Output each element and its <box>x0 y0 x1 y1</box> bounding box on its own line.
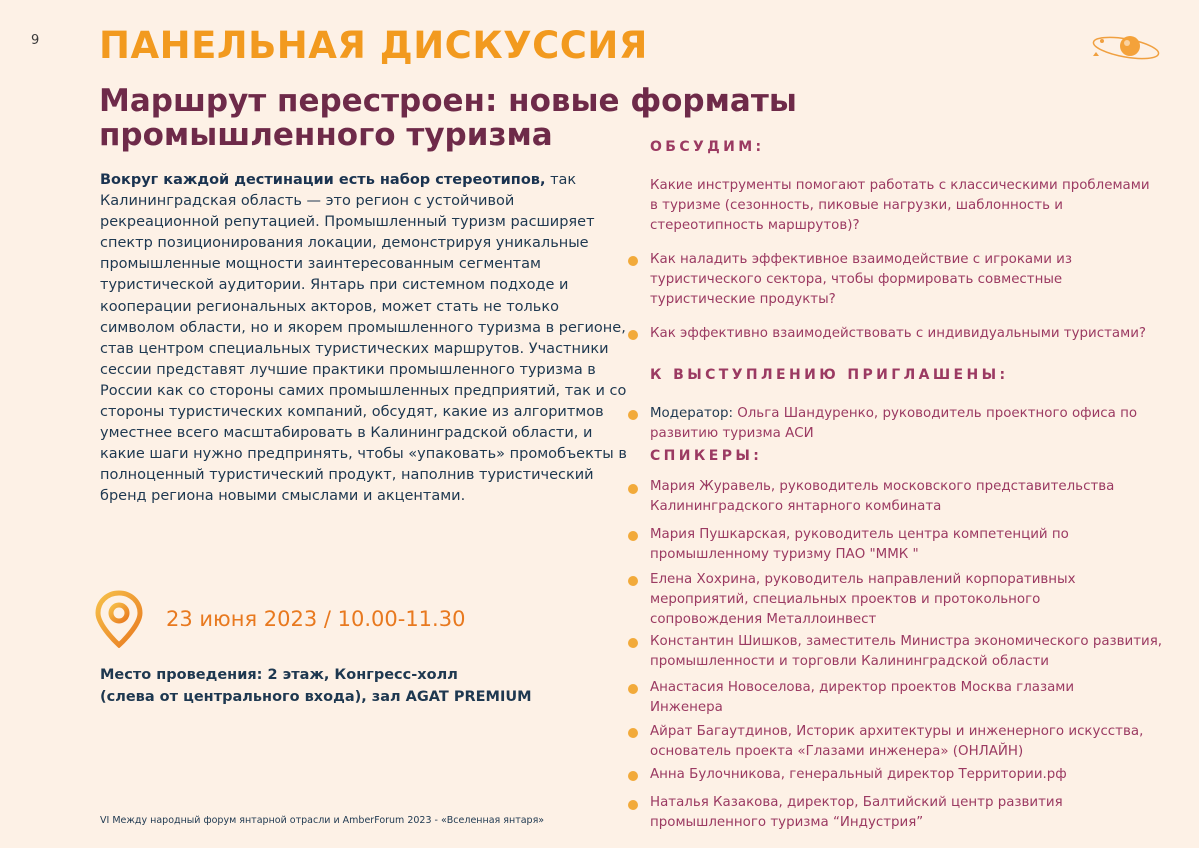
venue-info <box>100 664 620 708</box>
venue-line-1: Место проведения: 2 этаж, Конгресс-холл <box>100 667 458 683</box>
discuss-item: Как эффективно взаимодействовать с индивидуальными туристами? <box>650 326 1147 341</box>
bullet-icon <box>628 728 638 738</box>
bullet-icon <box>628 800 638 810</box>
speaker-item: Наталья Казакова, директор, Балтийский центр развития промышленного туризма “Индустрия” <box>650 795 1063 830</box>
bullet-icon <box>628 684 638 694</box>
moderator-name: Ольга Шандуренко, руководитель проектного офиса по развитию туризма АСИ <box>650 406 1138 441</box>
invited-heading: К ВЫСТУПЛЕНИЮ ПРИГЛАШЕНЫ: <box>650 367 1009 383</box>
bullet-icon <box>628 256 638 266</box>
session-title: Маршрут перестроен: новые форматы промышленного туризма <box>99 83 797 153</box>
bullet-icon <box>628 484 638 494</box>
speaker-item: Константин Шишков, заместитель Министра экономического развития, промышленности и торговли Калининградской области <box>650 634 1163 669</box>
bullet-icon <box>628 330 638 340</box>
discuss-item: Как наладить эффективное взаимодействие с игроками из туристического сектора, чтобы формировать совместные туристические продукты? <box>650 252 1072 307</box>
intro-bold-lead: Вокруг каждой дестинации есть набор стереотипов, <box>100 172 546 188</box>
intro-text: так Калининградская область — это регион с устойчивой рекреационной репутацией. Промышленный туризм расширяет спектр позиционирования локации, демонстрируя уникальные промышленные мощности заинтересованным сегментам туристической аудитории. Янтарь при системном подходе и кооперации региональных акторов, может стать не только символом области, но и якорем промышленного туризма в регионе, став центром специальных туристических маршрутов. Участники сессии представят лучшие практики промышленного туризма в России как со стороны самих промышленных предприятий, так и со стороны туристических компаний, обсудят, какие из алгоритмов уместнее всего масштабировать в Калининградской области, и какие шаги нужно предпринять, чтобы «упаковать» промобъекты в полноценный туристический продукт, наполнив туристический бренд региона новыми смыслами и акцентами. <box>100 172 627 505</box>
bullet-icon <box>628 638 638 648</box>
moderator-label: Модератор: <box>650 406 733 421</box>
discuss-item: Какие инструменты помогают работать с классическими проблемами в туризме (сезонность, пиковые нагрузки, шаблонность и стереотипность маршрутов)? <box>650 178 1150 233</box>
location-pin-icon <box>94 590 144 648</box>
bullet-icon <box>628 576 638 586</box>
speaker-item: Айрат Багаутдинов, Историк архитектуры и инженерного искусства, основатель проекта «Глазами инженера» (ОНЛАЙН) <box>650 724 1144 759</box>
intro-paragraph <box>100 170 627 508</box>
footer-text: VI Между народный форум янтарной отрасли и AmberForum 2023 - «Вселенная янтаря» <box>100 815 545 826</box>
planet-logo-icon <box>1090 26 1162 70</box>
bullet-icon <box>628 771 638 781</box>
bullet-icon <box>628 531 638 541</box>
speaker-item: Елена Хохрина, руководитель направлений корпоративных мероприятий, специальных проектов и протокольного сопровождения Металлоинвест <box>650 572 1076 627</box>
page-number: 9 <box>31 33 40 48</box>
venue-line-2: (слева от центрального входа), зал AGAT PREMIUM <box>100 689 532 705</box>
speakers-heading: СПИКЕРЫ: <box>650 448 763 464</box>
section-title: ПАНЕЛЬНАЯ ДИСКУССИЯ <box>99 24 648 67</box>
speaker-item: Анастасия Новоселова, директор проектов Москва глазами Инженера <box>650 680 1075 715</box>
speaker-item: Анна Булочникова, генеральный директор Территории.рф <box>650 767 1067 782</box>
moderator-item <box>650 404 1150 444</box>
speaker-item: Мария Журавель, руководитель московского представительства Калининградского янтарного комбината <box>650 479 1115 514</box>
discuss-heading: ОБСУДИМ: <box>650 139 765 155</box>
bullet-icon <box>628 410 638 420</box>
speaker-item: Мария Пушкарская, руководитель центра компетенций по промышленному туризму ПАО "ММК " <box>650 527 1069 562</box>
event-date-time: 23 июня 2023 / 10.00-11.30 <box>166 607 466 631</box>
